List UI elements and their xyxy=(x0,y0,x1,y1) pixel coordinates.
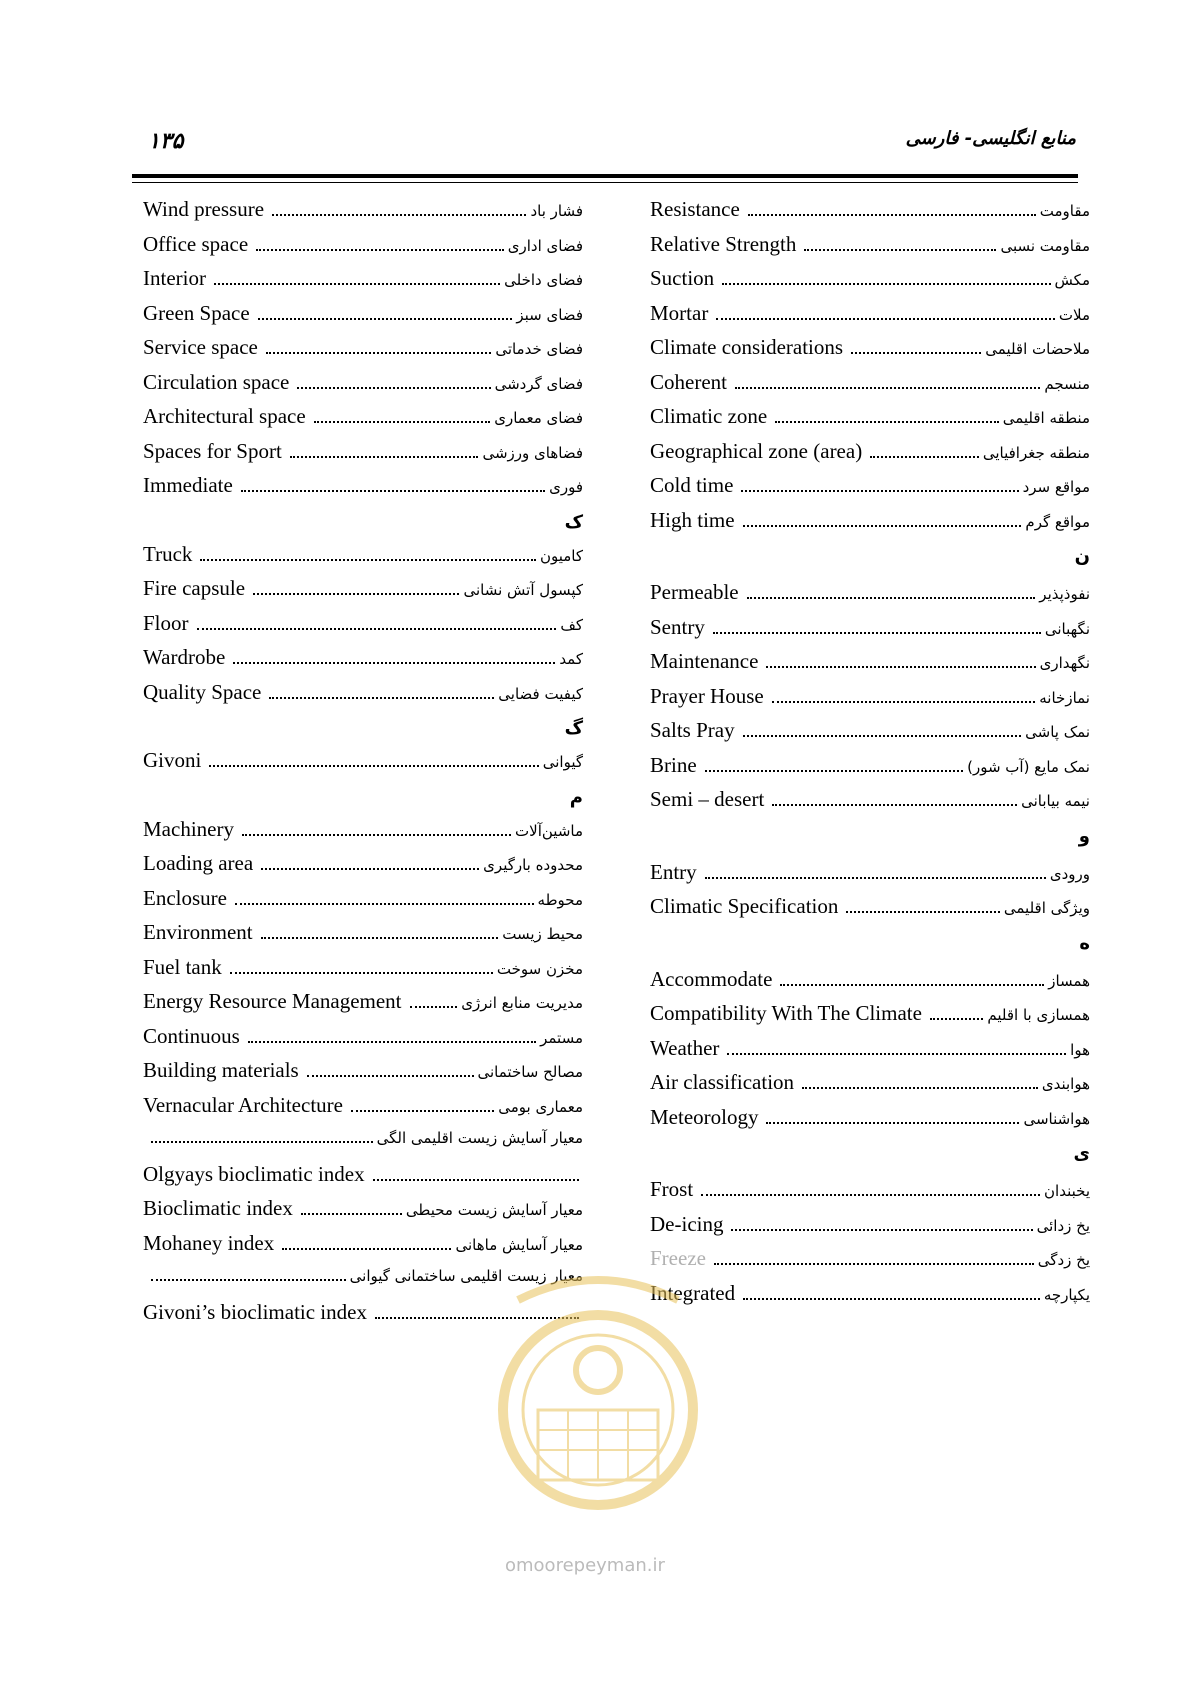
english-term: Machinery xyxy=(143,816,234,841)
glossary-entry xyxy=(143,576,583,608)
dot-leader xyxy=(209,751,538,767)
glossary-entry xyxy=(143,989,583,1021)
english-term: Suction xyxy=(650,266,715,290)
glossary-entry xyxy=(143,439,583,471)
persian-term: کامیون xyxy=(539,546,583,565)
dot-leader xyxy=(242,820,511,836)
english-term: Resistance xyxy=(650,197,740,221)
persian-term: نمک پاشی xyxy=(1025,723,1090,741)
section-letter: ن xyxy=(1074,546,1090,567)
glossary-entry xyxy=(650,860,1090,892)
english-term: Bioclimatic index xyxy=(143,1196,293,1220)
english-term: Fuel tank xyxy=(143,954,222,979)
dot-leader xyxy=(200,545,536,561)
dot-leader xyxy=(747,583,1036,599)
glossary-entry xyxy=(650,684,1090,716)
dot-leader xyxy=(314,407,491,423)
dot-leader xyxy=(748,200,1036,216)
english-term: Air classification xyxy=(650,1070,795,1094)
english-term: Permeable xyxy=(650,580,739,604)
persian-term: ملات xyxy=(1058,305,1090,324)
persian-term: محیط زیست xyxy=(502,925,583,943)
english-term: Fire capsule xyxy=(143,576,246,600)
dot-leader xyxy=(151,1265,346,1281)
dot-leader xyxy=(802,1073,1038,1089)
glossary-entry xyxy=(143,817,583,849)
glossary-entry xyxy=(650,197,1090,229)
english-term: Cold time xyxy=(650,473,734,497)
persian-term: مستمر xyxy=(540,1028,583,1047)
english-term: Office space xyxy=(143,231,249,256)
english-term: Mortar xyxy=(650,300,709,325)
section-letter: ه xyxy=(1079,932,1090,954)
persian-term: ورودی xyxy=(1049,864,1090,883)
english-term: Givoni xyxy=(143,748,202,772)
dot-leader xyxy=(705,756,963,772)
persian-term: ملاحضات اقلیمی xyxy=(985,340,1090,358)
persian-term: گیوانی xyxy=(542,753,583,771)
dot-leader xyxy=(743,721,1022,737)
glossary-entry xyxy=(143,542,583,574)
persian-term: معماری بومی xyxy=(498,1097,583,1116)
persian-term: معیار آسایش زیست اقلیمی الگی xyxy=(376,1129,583,1147)
persian-term: فضای خدماتی xyxy=(495,340,583,358)
persian-term: منطقه جغرافیایی xyxy=(982,443,1090,462)
english-term: Energy Resource Management xyxy=(143,989,402,1013)
persian-term: معیار آسایش ماهانی xyxy=(455,1235,583,1254)
dot-leader xyxy=(775,407,999,423)
persian-term: مصالح ساختمانی xyxy=(477,1063,583,1081)
english-term: Meteorology xyxy=(650,1104,759,1129)
dot-leader xyxy=(804,235,996,251)
english-term: Frost xyxy=(650,1177,694,1201)
english-term: Interior xyxy=(143,266,206,290)
watermark-site: omoorepeyman.ir xyxy=(505,1555,665,1576)
page-number: ۱۳۵ xyxy=(148,128,184,154)
glossary-entry xyxy=(143,266,583,298)
dot-leader xyxy=(235,889,534,905)
persian-term: محوطه xyxy=(537,890,583,909)
dot-leader xyxy=(301,1199,402,1215)
section-letter: و xyxy=(1078,825,1090,847)
english-term: Circulation space xyxy=(143,369,290,394)
persian-term: مقاومت xyxy=(1039,202,1090,220)
glossary-entry xyxy=(650,266,1090,298)
glossary-entry xyxy=(650,1036,1090,1068)
english-term: Givoni’s bioclimatic index xyxy=(143,1299,367,1324)
glossary-entry xyxy=(143,1231,583,1263)
glossary-entry xyxy=(143,335,583,367)
dot-leader xyxy=(701,1180,1040,1196)
glossary-entry xyxy=(143,1093,583,1125)
glossary-entry xyxy=(650,894,1090,926)
glossary-entry xyxy=(143,645,583,677)
glossary-entry xyxy=(143,1127,583,1159)
dot-leader xyxy=(307,1061,474,1077)
glossary-entry xyxy=(143,680,583,712)
persian-term: منطقه اقلیمی xyxy=(1002,409,1090,427)
watermark-seal-icon xyxy=(488,1260,708,1550)
right-glossary-column xyxy=(650,0,1090,1685)
glossary-entry xyxy=(650,370,1090,402)
glossary-entry xyxy=(650,649,1090,681)
persian-term: فضای اداری xyxy=(507,236,583,255)
persian-term: معیار آسایش زیست محیطی xyxy=(405,1201,583,1219)
glossary-entry xyxy=(650,1105,1090,1137)
english-term: Quality Space xyxy=(143,679,262,704)
glossary-entry xyxy=(650,753,1090,785)
dot-leader xyxy=(272,200,526,216)
english-term: Spaces for Sport xyxy=(143,438,282,463)
glossary-entry xyxy=(650,1246,1090,1278)
dot-leader xyxy=(772,687,1036,703)
persian-term: مقاومت نسبی xyxy=(1000,236,1090,255)
persian-term: هوابندی xyxy=(1041,1075,1090,1093)
persian-term: مکش xyxy=(1054,271,1090,289)
glossary-entry xyxy=(650,1281,1090,1313)
persian-term: یخ زدائی xyxy=(1036,1216,1090,1235)
persian-term: یکپارچه xyxy=(1043,1285,1090,1304)
persian-term: مدیریت منابع انرژی xyxy=(461,994,583,1012)
persian-term: فضای سبز xyxy=(516,305,583,324)
glossary-entry xyxy=(650,335,1090,367)
glossary-entry xyxy=(143,1024,583,1056)
glossary-entry xyxy=(143,1058,583,1090)
page-title: منابع انگلیسی- فارسی xyxy=(905,128,1076,149)
glossary-entry xyxy=(143,851,583,883)
glossary-entry xyxy=(143,920,583,952)
glossary-entry xyxy=(650,1212,1090,1244)
dot-leader xyxy=(772,790,1017,806)
dot-leader xyxy=(258,304,513,320)
persian-term: نیمه بیابانی xyxy=(1021,792,1090,810)
glossary-entry xyxy=(143,370,583,402)
section-letter: م xyxy=(569,786,583,808)
dot-leader xyxy=(780,970,1044,986)
english-term: Immediate xyxy=(143,473,233,497)
english-term: High time xyxy=(650,507,735,532)
dot-leader xyxy=(197,614,557,630)
persian-term: فضای داخلی xyxy=(504,271,583,289)
english-term: Geographical zone (area) xyxy=(650,438,863,463)
english-term: Climatic Specification xyxy=(650,894,839,918)
dot-leader xyxy=(930,1004,983,1020)
english-term: Building materials xyxy=(143,1058,299,1082)
dot-leader xyxy=(266,338,491,354)
english-term: Olgyays bioclimatic index xyxy=(143,1161,365,1186)
section-letter: ی xyxy=(1073,1143,1090,1164)
glossary-entry xyxy=(650,439,1090,471)
dot-leader xyxy=(241,476,545,492)
persian-term: یخبندان xyxy=(1044,1182,1090,1200)
english-term: Accommodate xyxy=(650,966,773,991)
dot-leader xyxy=(731,1215,1032,1231)
dot-leader xyxy=(410,992,458,1008)
english-term: Mohaney index xyxy=(143,1230,275,1255)
dot-leader xyxy=(282,1234,451,1250)
english-term: Wind pressure xyxy=(143,197,265,221)
dot-leader xyxy=(743,1284,1040,1300)
glossary-entry xyxy=(143,748,583,780)
persian-term: نگهداری xyxy=(1039,654,1090,672)
persian-term: فضای گردشی xyxy=(494,374,583,393)
persian-term: مواقع گرم xyxy=(1025,512,1090,531)
dot-leader xyxy=(722,269,1050,285)
english-term: Freeze xyxy=(650,1246,706,1270)
dot-leader xyxy=(735,373,1040,389)
dot-leader xyxy=(743,511,1022,527)
english-term: Climatic zone xyxy=(650,404,768,428)
section-letter: ک xyxy=(564,511,583,533)
glossary-entry xyxy=(143,404,583,436)
persian-term: نمک مایع (آب شور) xyxy=(967,757,1090,776)
persian-term: مواقع سرد xyxy=(1022,478,1090,496)
persian-term: فضاهای ورزشی xyxy=(482,443,583,462)
english-term: Service space xyxy=(143,335,258,359)
dot-leader xyxy=(705,863,1046,879)
english-term: Prayer House xyxy=(650,683,764,708)
persian-term: ماشین‌آلات xyxy=(515,821,583,840)
english-term: Coherent xyxy=(650,369,727,394)
english-term: Entry xyxy=(650,859,697,884)
persian-term: مخزن سوخت xyxy=(496,959,583,978)
dot-leader xyxy=(256,235,504,251)
english-term: Green Space xyxy=(143,300,250,325)
glossary-entry xyxy=(650,967,1090,999)
dot-leader xyxy=(716,304,1055,320)
english-term: Vernacular Architecture xyxy=(143,1092,343,1117)
glossary-entry xyxy=(650,718,1090,750)
dot-leader xyxy=(870,442,979,458)
persian-term: کپسول آتش نشانی xyxy=(463,581,583,599)
persian-term: هوا xyxy=(1070,1040,1090,1059)
glossary-entry xyxy=(650,473,1090,505)
persian-term: فشار باد xyxy=(530,202,583,220)
persian-term: کیفیت فضایی xyxy=(498,684,583,703)
glossary-entry xyxy=(143,611,583,643)
glossary-entry xyxy=(143,1196,583,1228)
english-term: Truck xyxy=(143,541,193,566)
dot-leader xyxy=(766,1108,1019,1124)
glossary-entry xyxy=(650,1070,1090,1102)
dot-leader xyxy=(297,373,490,389)
english-term: Environment xyxy=(143,920,253,944)
dot-leader xyxy=(373,1165,579,1181)
persian-term: کف xyxy=(560,615,583,634)
glossary-entry xyxy=(143,1162,583,1194)
glossary-entry xyxy=(650,580,1090,612)
glossary-entry xyxy=(143,232,583,264)
section-letter: گ xyxy=(564,718,583,739)
dot-leader xyxy=(233,648,555,664)
persian-term: نفوذپذیر xyxy=(1039,585,1090,603)
english-term: De-icing xyxy=(650,1211,724,1236)
dot-leader xyxy=(714,1249,1034,1265)
glossary-entry xyxy=(143,301,583,333)
english-term: Semi – desert xyxy=(650,787,765,811)
glossary-entry xyxy=(650,232,1090,264)
dot-leader xyxy=(261,923,499,939)
persian-term: یخ زدگی xyxy=(1037,1251,1090,1269)
glossary-entry xyxy=(650,1177,1090,1209)
dot-leader xyxy=(846,897,1000,913)
persian-term: ویژگی اقلیمی xyxy=(1003,899,1090,917)
persian-term: فوری xyxy=(549,478,583,496)
english-term: Wardrobe xyxy=(143,645,226,669)
persian-term: محدوده بارگیری xyxy=(483,856,583,874)
dot-leader xyxy=(351,1096,494,1112)
english-term: Weather xyxy=(650,1035,720,1060)
persian-term: هواشناسی xyxy=(1023,1109,1090,1128)
glossary-entry xyxy=(650,404,1090,436)
dot-leader xyxy=(741,476,1018,492)
english-term: Climate considerations xyxy=(650,335,844,359)
glossary-entry xyxy=(143,473,583,505)
english-term: Loading area xyxy=(143,851,254,875)
glossary-entry xyxy=(143,955,583,987)
english-term: Integrated xyxy=(650,1280,736,1305)
persian-term: نمازخانه xyxy=(1039,688,1090,707)
persian-term: نگهبانی xyxy=(1044,619,1090,638)
glossary-entry xyxy=(650,615,1090,647)
dot-leader xyxy=(766,652,1035,668)
english-term: Architectural space xyxy=(143,404,306,428)
english-term: Continuous xyxy=(143,1023,240,1048)
dot-leader xyxy=(727,1039,1066,1055)
english-term: Compatibility With The Climate xyxy=(650,1001,922,1025)
glossary-entry xyxy=(650,787,1090,819)
persian-term: معیار زیست اقلیمی ساختمانی گیوانی xyxy=(349,1267,583,1285)
dot-leader xyxy=(253,579,459,595)
english-term: Enclosure xyxy=(143,885,227,910)
persian-term: همسازی با اقلیم xyxy=(987,1006,1090,1024)
dot-leader xyxy=(214,269,500,285)
dot-leader xyxy=(713,618,1041,634)
persian-term: منسجم xyxy=(1044,374,1090,393)
glossary-entry xyxy=(143,886,583,918)
glossary-entry xyxy=(650,1001,1090,1033)
dot-leader xyxy=(290,442,479,458)
dot-leader xyxy=(269,683,494,699)
dot-leader xyxy=(248,1027,536,1043)
glossary-entry xyxy=(143,197,583,229)
english-term: Relative Strength xyxy=(650,231,797,256)
glossary-entry xyxy=(650,508,1090,540)
english-term: Sentry xyxy=(650,614,705,639)
glossary-entry xyxy=(650,301,1090,333)
persian-term: همساز xyxy=(1048,971,1090,990)
english-term: Maintenance xyxy=(650,649,759,673)
dot-leader xyxy=(851,338,981,354)
english-term: Brine xyxy=(650,752,697,777)
english-term: Salts Pray xyxy=(650,718,735,742)
english-term: Floor xyxy=(143,610,189,635)
persian-term: کمد xyxy=(559,650,583,668)
dot-leader xyxy=(261,854,479,870)
dot-leader xyxy=(151,1127,373,1143)
persian-term: فضای معماری xyxy=(494,409,583,427)
dot-leader xyxy=(230,958,493,974)
